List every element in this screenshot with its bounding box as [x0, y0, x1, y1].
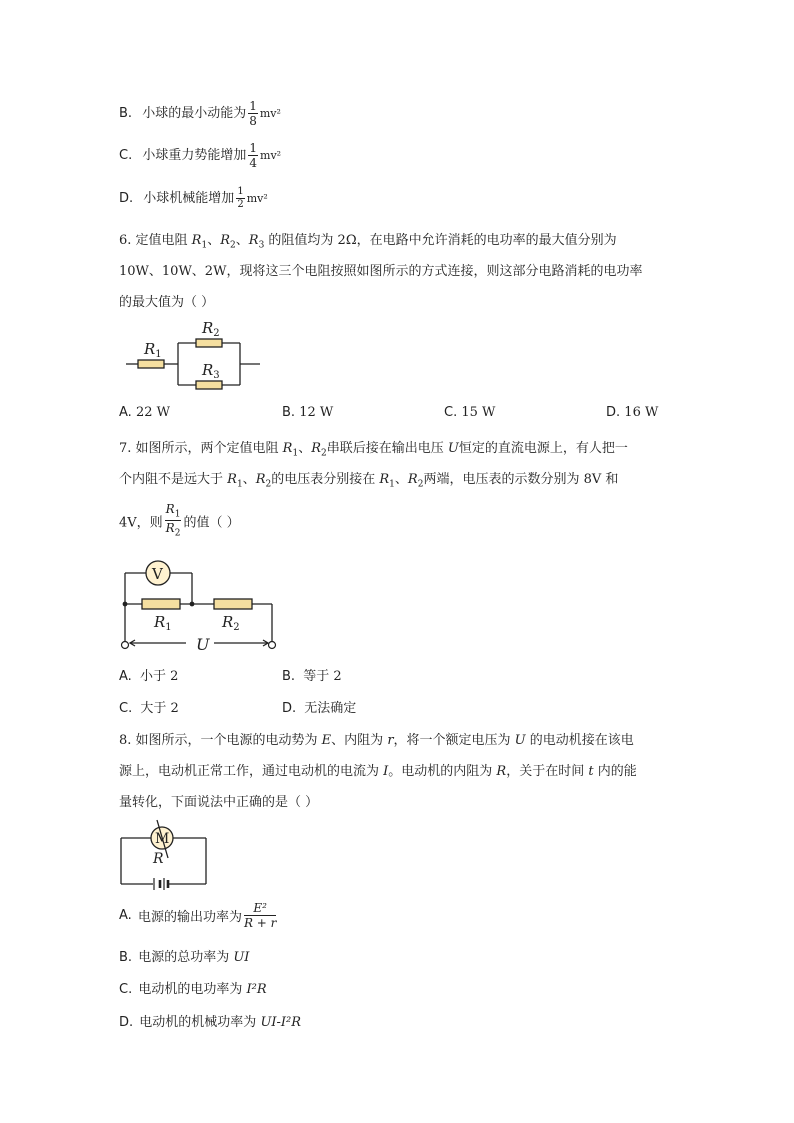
q7-option-c: C. 大于 2 [119, 701, 179, 716]
q8-circuit-figure [116, 818, 212, 890]
option-letter: B. [119, 106, 133, 121]
option-text: 小球的最小动能为 [142, 106, 247, 121]
q7-option-d: D. 无法确定 [282, 701, 357, 716]
fraction: $\frac{\text{E²}}{R + r}$ [243, 901, 277, 930]
option-letter: D. [119, 191, 134, 206]
fraction: $\frac{1}{8}$ [249, 99, 257, 128]
voltmeter-label: V [152, 565, 163, 583]
label-r3: $R_3$ [202, 361, 220, 381]
q6-line-2: 10W、10W、2W，现将这三个电阻按照如图所示的方式连接，则这部分电路消耗的电功率 [119, 264, 643, 279]
unit: mv² [259, 107, 281, 120]
q8-option-b: B. 电源的总功率为 UI [119, 950, 250, 965]
q8-line-1: 8. 如图所示，一个电源的电动势为 E、内阻为 r，将一个额定电压为 U 的电动机接在该电 [119, 733, 634, 748]
q6-option-b: B. 12 W [282, 405, 334, 420]
q7-line-3: 4V，则 $\frac{R_1}{R_2}$ 的值（ ） [119, 502, 240, 539]
q6-line-1: 6. 定值电阻 $R_1$、$R_2$、$R_3$ 的阻值均为 2Ω，在电路中允许消耗的电功率的最大值分别为 [119, 233, 617, 251]
q7-option-a: A. 小于 2 [119, 669, 179, 684]
fraction-r1-r2: $\frac{R_1}{R_2}$ [165, 502, 181, 539]
q5-option-b [119, 100, 281, 127]
q7-option-b: B. 等于 2 [282, 669, 342, 684]
q6-circuit-figure [120, 318, 270, 390]
unit: mv² [246, 192, 268, 205]
motor-resistance-label: R [153, 851, 164, 867]
label-r1: $R_1$ [154, 613, 172, 633]
q5-option-d [119, 187, 268, 210]
fraction: $\frac{1}{4}$ [249, 141, 258, 170]
label-r2: $R_2$ [202, 319, 220, 339]
q6-option-c: C. 15 W [444, 405, 496, 420]
q7-line-1: 7. 如图所示，两个定值电阻 $R_1$、$R_2$串联后接在输出电压 U恒定的直流电源上，有人把一 [119, 441, 628, 459]
fraction: $\frac{1}{2}$ [237, 186, 244, 210]
motor-label: M [155, 831, 170, 847]
q5-option-c [119, 142, 281, 169]
option-text: 小球机械能增加 [143, 191, 235, 206]
q8-line-2: 源上，电动机正常工作，通过电动机的电流为 I。电动机的内阻为 R，关于在时间 t 内的能 [119, 764, 637, 779]
unit: mv² [260, 149, 282, 162]
q6-line-3: 的最大值为（ ） [119, 295, 215, 310]
q6-option-a: A. 22 W [119, 405, 170, 420]
label-r1: $R_1$ [144, 340, 162, 360]
label-r2: $R_2$ [222, 613, 240, 633]
q7-line-2: 个内阻不是远大于 $R_1$、$R_2$的电压表分别接在 $R_1$、$R_2$两端，电压表的示数分别为 8V 和 [119, 472, 619, 490]
q7-circuit-figure [118, 558, 283, 658]
q8-option-c: C. 电动机的电功率为 I²R [119, 982, 267, 997]
q6-option-d: D. 16 W [606, 405, 659, 420]
option-letter: C. [119, 148, 133, 163]
option-text: 小球重力势能增加 [142, 148, 247, 163]
q8-option-d: D. 电动机的机械功率为 UI-I²R [119, 1015, 302, 1030]
label-u: U [196, 635, 210, 654]
q8-option-a: A. 电源的输出功率为 $\frac{\text{E²}}{R + r}$ [119, 901, 277, 930]
q8-line-3: 量转化，下面说法中正确的是（ ） [119, 795, 319, 810]
